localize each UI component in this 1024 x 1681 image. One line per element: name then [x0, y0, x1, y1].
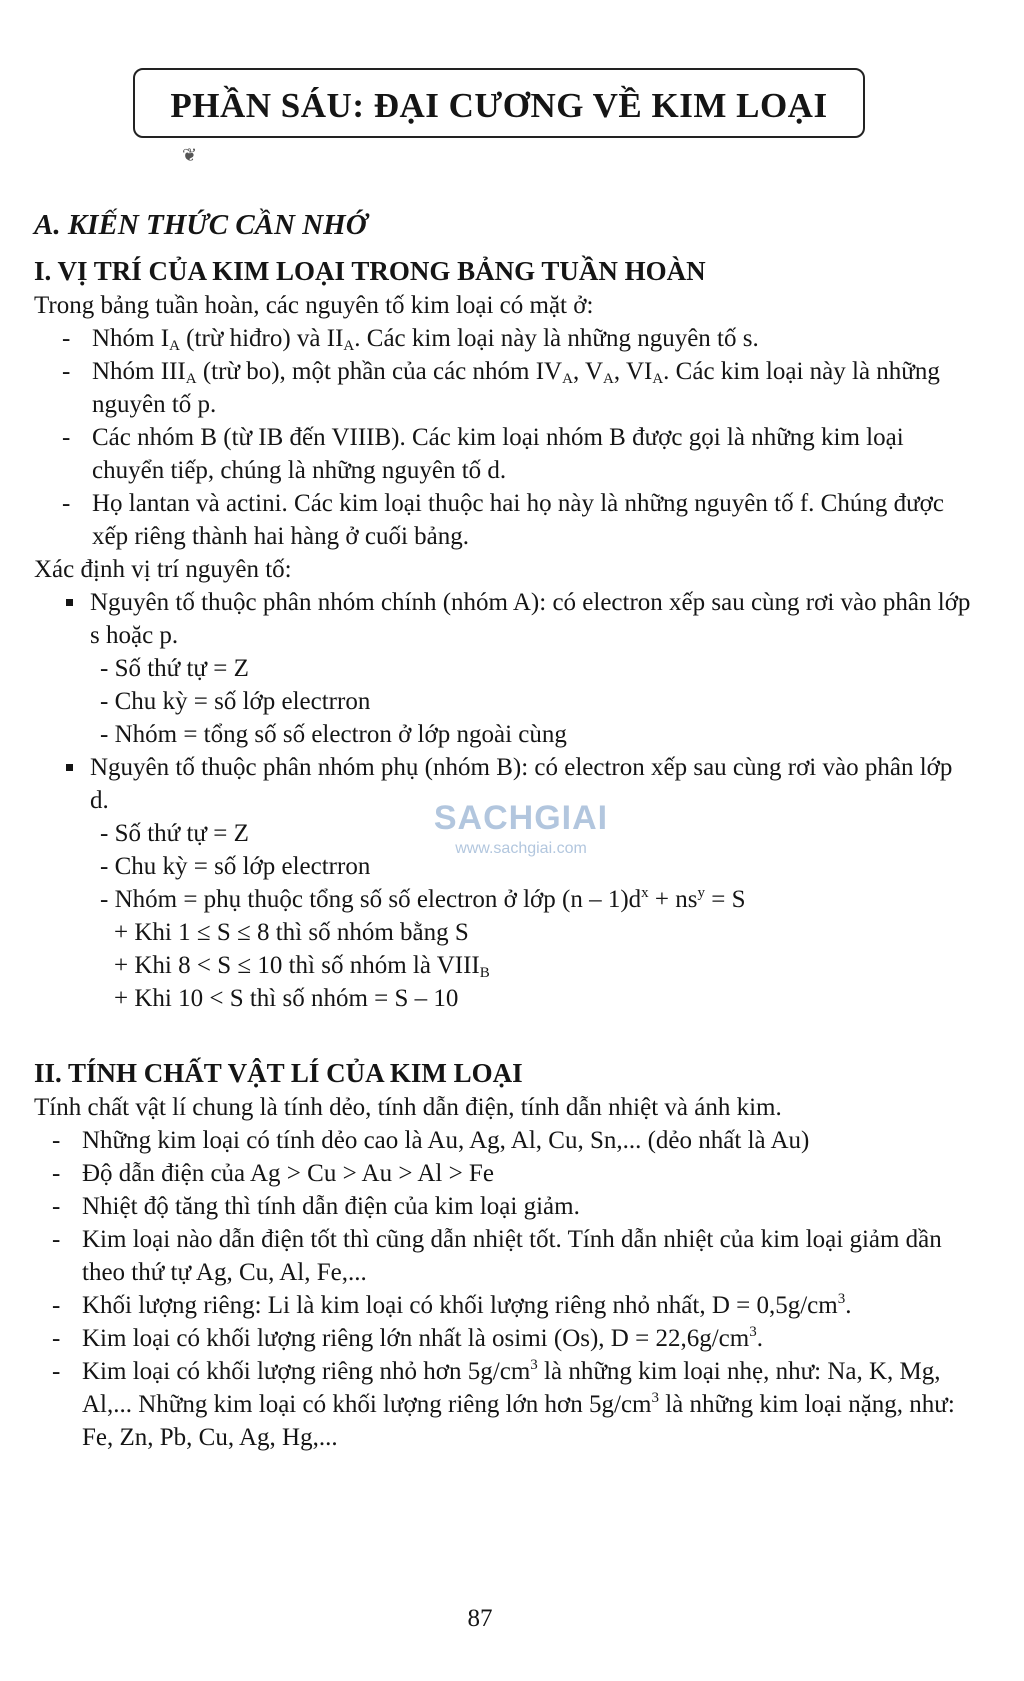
- section-1-heading: I. VỊ TRÍ CỦA KIM LOẠI TRONG BẢNG TUẦN HOÀN: [34, 256, 706, 286]
- list-item: - Các nhóm B (từ IB đến VIIIB). Các kim loại nhóm B được gọi là những kim loại chuyển tiếp, chúng là những nguyên tố d.: [34, 421, 974, 487]
- group-formula: - Nhóm = phụ thuộc tổng số số electron ở lớp $(n - 1)d^x + ns^y = S$: [100, 885, 746, 913]
- list-item: - Họ lantan và actini. Các kim loại thuộc hai họ này là những nguyên tố f. Chúng được xếp riêng thành hai hàng ở cuối bảng.: [34, 487, 974, 553]
- chapter-title: PHẦN SÁU: ĐẠI CƯƠNG VỀ KIM LOẠI: [170, 86, 828, 125]
- group-case: + Khi 1 ≤ S ≤ 8 thì số nhóm bằng S: [114, 919, 469, 946]
- list-item: - Những kim loại có tính dẻo cao là Au, Ag, Al, Cu, Sn,... (dẻo nhất là Au): [34, 1124, 974, 1157]
- list-item: - Độ dẫn điện của Ag > Cu > Au > Al > Fe: [34, 1157, 974, 1190]
- group-case: + Khi 8 < S ≤ 10 thì số nhóm là $VIII_B$: [114, 952, 490, 981]
- main-group-line: - Nhóm = tổng số số electron ở lớp ngoài cùng: [100, 721, 567, 748]
- watermark-logo: SACHGIAI: [433, 799, 609, 837]
- group-case: + Khi 10 < S thì số nhóm = S – 10: [114, 985, 459, 1012]
- sub-group-line: - Số thứ tự = Z: [100, 820, 249, 847]
- section-2-heading: II. TÍNH CHẤT VẬT LÍ CỦA KIM LOẠI: [34, 1058, 523, 1088]
- list-item: - Kim loại nào dẫn điện tốt thì cũng dẫn nhiệt tốt. Tính dẫn nhiệt của kim loại giảm dần theo thứ tự Ag, Cu, Al, Fe,...: [34, 1223, 974, 1289]
- section-a-heading: A. KIẾN THỨC CẦN NHỚ: [34, 209, 367, 241]
- list-item: - Nhiệt độ tăng thì tính dẫn điện của kim loại giảm.: [34, 1190, 974, 1223]
- sub-group-line: - Chu kỳ = số lớp electrron: [100, 853, 371, 880]
- main-group-line: - Chu kỳ = số lớp electrron: [100, 688, 371, 715]
- list-item: - Nhóm $I_A$ (trừ hiđro) và $II_A$. Các kim loại này là những nguyên tố s.: [34, 322, 974, 355]
- section-1-intro: Trong bảng tuần hoàn, các nguyên tố kim loại có mặt ở:: [34, 292, 594, 319]
- main-group-line: - Số thứ tự = Z: [100, 655, 249, 682]
- page-number: 87: [467, 1605, 493, 1632]
- list-item: - Kim loại có khối lượng riêng lớn nhất là osimi (Os), $D = 22,6g/cm^3$.: [34, 1322, 974, 1355]
- watermark-url: www.sachgiai.com: [455, 840, 587, 857]
- section-2-intro: Tính chất vật lí chung là tính dẻo, tính dẫn điện, tính dẫn nhiệt và ánh kim.: [34, 1094, 782, 1121]
- list-item: - Nhóm $III_A$ (trừ bo), một phần của các nhóm $IV_A$, $V_A$, $VI_A$. Các kim loại này là những nguyên tố p.: [34, 355, 974, 421]
- scan-mark: ❦: [182, 145, 198, 165]
- list-item: - Khối lượng riêng: Li là kim loại có khối lượng riêng nhỏ nhất, $D = 0,5g/cm^3$.: [34, 1289, 974, 1322]
- chapter-title-box: [133, 68, 865, 138]
- main-group-bullet: Nguyên tố thuộc phân nhóm chính (nhóm A): có electron xếp sau cùng rơi vào phân lớp s hoặc p.: [34, 586, 974, 652]
- locate-heading: Xác định vị trí nguyên tố:: [34, 556, 292, 583]
- list-item: - Kim loại có khối lượng riêng nhỏ hơn $5g/cm^3$ là những kim loại nhẹ, như: Na, K, Mg, Al,... Những kim loại có khối lượng riêng lớn hơn $5g/cm^3$ là những kim loại nặng, như: Fe, Zn, Pb, Cu, Ag, Hg,...: [34, 1355, 974, 1454]
- watermark: [406, 800, 636, 862]
- sub-group-bullet: Nguyên tố thuộc phân nhóm phụ (nhóm B): có electron xếp sau cùng rơi vào phân lớp d.: [34, 751, 974, 817]
